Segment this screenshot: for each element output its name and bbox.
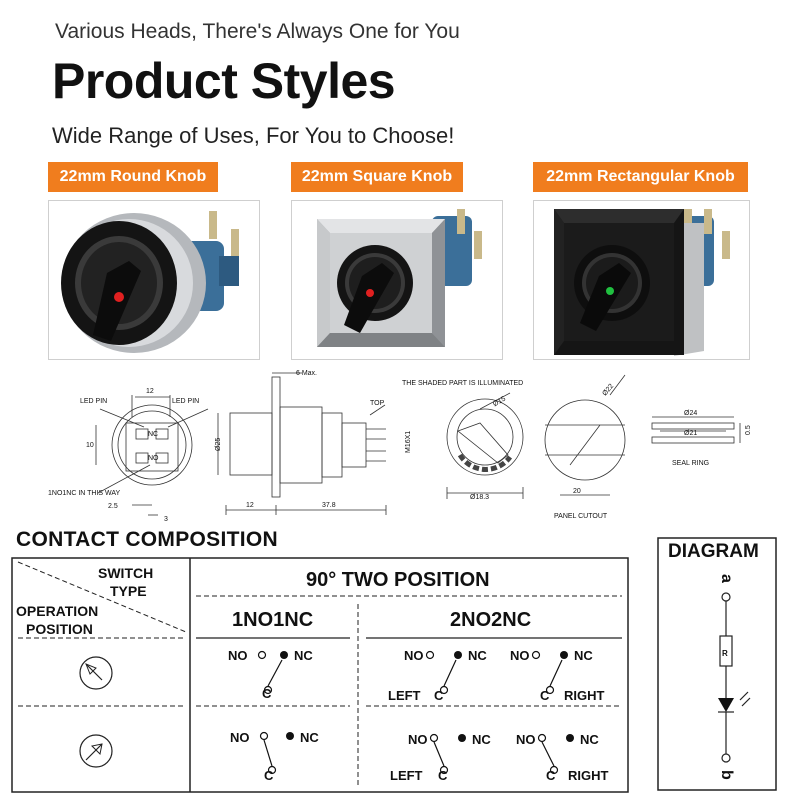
dim-12: 12 [146, 388, 154, 395]
r1c2-c-right: C [540, 688, 550, 703]
resistor-label: R [722, 649, 728, 658]
led-indicator [606, 287, 614, 295]
r1c2-right: RIGHT [564, 688, 605, 703]
r2c2-right: RIGHT [568, 768, 609, 783]
diagram-title: DIAGRAM [668, 541, 759, 562]
header-1no1nc: 1NO1NC [232, 609, 314, 631]
dim-ring-thickness: 0.5 [745, 425, 752, 435]
header-2no2nc: 2NO2NC [450, 609, 532, 631]
r2c2-no-right: NO [516, 732, 536, 747]
r1c2-no-left: NO [404, 648, 424, 663]
contact-table [10, 556, 632, 796]
product-image-square [291, 200, 503, 360]
subtitle: Wide Range of Uses, For You to Choose! [52, 123, 455, 148]
dim-dia-15: Ø15 [492, 395, 507, 409]
r1c1-nc: NC [294, 648, 313, 663]
wiring-diagram [656, 536, 780, 794]
label-top: TOP [370, 400, 385, 407]
tagline: Various Heads, There's Always One for You [55, 20, 460, 43]
r2c2-nc-right: NC [580, 732, 599, 747]
note-illuminated: THE SHADED PART IS ILLUMINATED [402, 380, 524, 387]
product-label-round: 22mm Round Knob [48, 162, 218, 192]
header-operation: OPERATION [16, 603, 99, 619]
label-led-pin-left: LED PIN [80, 398, 108, 405]
r2c1-c: C [264, 768, 274, 783]
r2c2-c-left: C [438, 768, 448, 783]
label-thread: M16X1 [405, 430, 412, 453]
terminal-b: b [718, 770, 735, 780]
mark-nc: NC [148, 431, 159, 438]
r1c1-c: C [262, 686, 272, 701]
header-position: POSITION [26, 621, 93, 637]
product-label-rectangular: 22mm Rectangular Knob [533, 162, 748, 192]
led-indicator [366, 289, 374, 297]
product-image-rectangular [533, 200, 750, 360]
r2c2-c-right: C [546, 768, 556, 783]
r1c2-left: LEFT [388, 688, 421, 703]
r1c2-nc-right: NC [574, 648, 593, 663]
dim-dia-18-3: Ø18.3 [470, 494, 490, 501]
header-90-two-position: 90° TWO POSITION [306, 569, 490, 591]
dim-12-side: 12 [246, 502, 254, 509]
header-type: TYPE [110, 583, 147, 599]
r1c2-nc-left: NC [468, 648, 487, 663]
r1c2-no-right: NO [510, 648, 530, 663]
page-title: Product Styles [52, 53, 396, 109]
r1c1-no: NO [228, 648, 248, 663]
mark-no: NO [148, 455, 159, 462]
dim-ring-24: Ø24 [684, 410, 698, 417]
contact-composition-title: CONTACT COMPOSITION [16, 528, 278, 551]
dim-3: 3 [164, 516, 168, 523]
product-image-round [48, 200, 260, 360]
r2c2-no-left: NO [408, 732, 428, 747]
dim-cutout-width: 20 [573, 488, 581, 495]
product-label-square: 22mm Square Knob [291, 162, 463, 192]
label-led-pin-right: LED PIN [172, 398, 200, 405]
r2c1-no: NO [230, 730, 250, 745]
terminal-a: a [718, 574, 735, 583]
dim-6-max: 6 Max. [296, 370, 318, 377]
dim-37-8: 37.8 [322, 502, 336, 509]
dim-cutout-dia: Ø22 [601, 382, 616, 398]
r1c2-c-left: C [434, 688, 444, 703]
dim-2-5: 2.5 [108, 503, 118, 510]
r2c2-nc-left: NC [472, 732, 491, 747]
note-1no1nc: 1NO1NC IN THIS WAY [48, 490, 121, 497]
header-switch: SWITCH [98, 565, 154, 581]
technical-drawing [40, 365, 760, 525]
dim-10: 10 [86, 442, 94, 449]
dim-25: Ø25 [215, 437, 222, 451]
label-seal-ring: SEAL RING [672, 460, 710, 467]
dim-ring-21: Ø21 [684, 430, 698, 437]
label-panel-cutout: PANEL CUTOUT [554, 513, 608, 520]
r2c1-nc: NC [300, 730, 319, 745]
r2c2-left: LEFT [390, 768, 423, 783]
led-indicator [114, 292, 124, 302]
